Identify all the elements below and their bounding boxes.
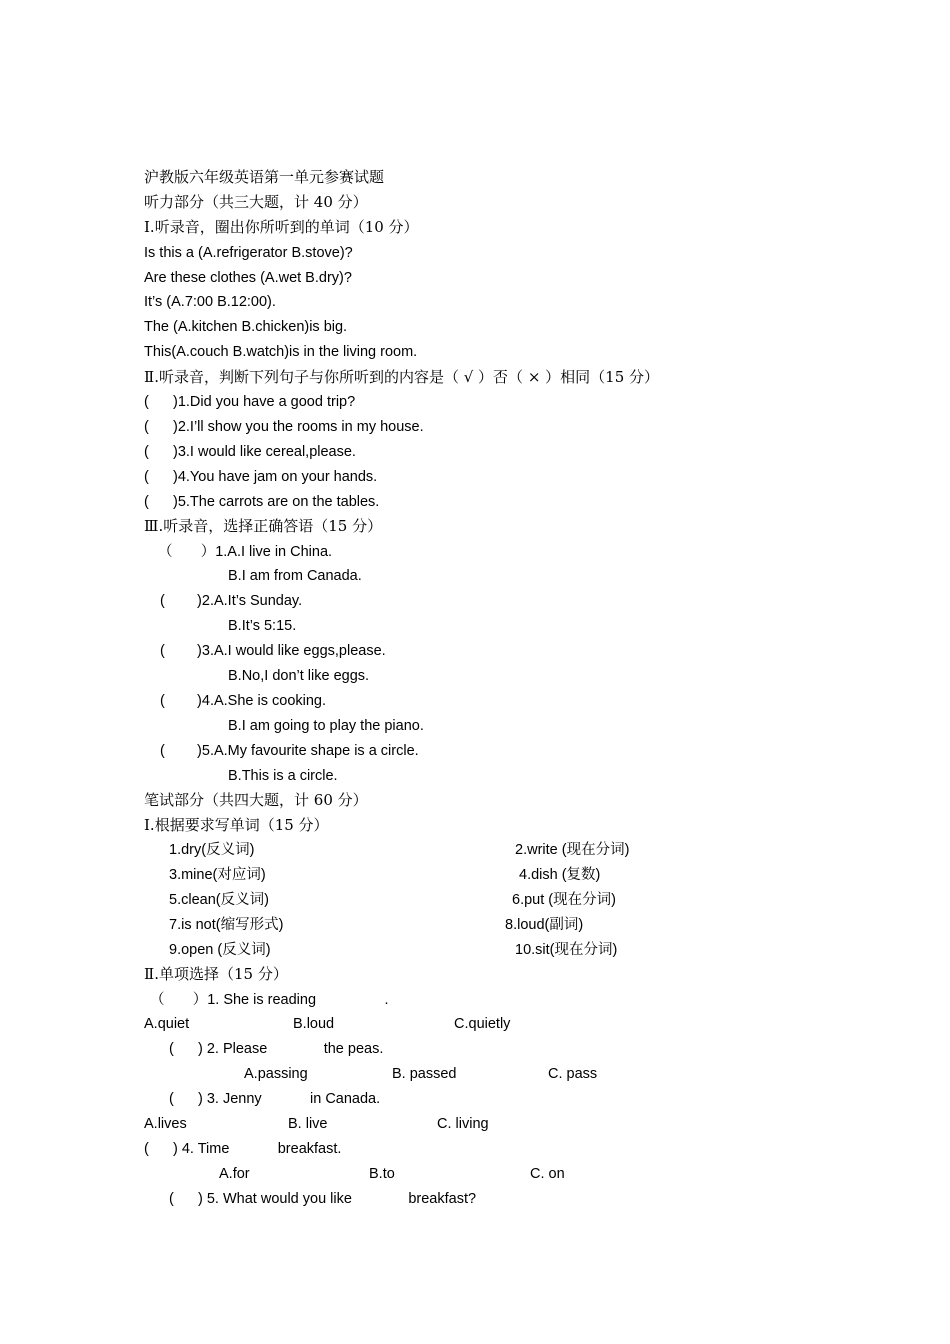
listening-part3-option-b: B.No,I don’t like eggs. (228, 668, 370, 684)
listening-part3-question: ( )4.A.She is cooking. (160, 693, 327, 709)
listening-part2-item: ( )5.The carrots are on the tables. (144, 494, 380, 510)
listening-part2-item: ( )4.You have jam on your hands. (144, 469, 378, 485)
listening-part3-question: ( )3.A.I would like eggs,please. (160, 643, 386, 659)
listening-part1-heading: Ⅰ.听录音，圈出你所听到的单词（10 分） (144, 218, 419, 236)
word-task-left: 7.is not(缩写形式) (169, 917, 284, 933)
listening-header: 听力部分（共三大题，计 40 分） (144, 193, 368, 211)
writing-part1-heading: Ⅰ.根据要求写单词（15 分） (144, 816, 329, 834)
listening-part3-heading: Ⅲ.听录音，选择正确答语（15 分） (144, 517, 383, 535)
mc-option: A.quiet (144, 1016, 190, 1032)
mc-option: C. pass (548, 1066, 598, 1082)
listening-part2-item: ( )2.I’ll show you the rooms in my house. (144, 419, 424, 435)
mc-option: B. passed (392, 1066, 457, 1082)
word-task-right: 10.sit(现在分词) (515, 942, 618, 958)
mc-question: ( ) 2. Please the peas. (169, 1041, 384, 1057)
mc-question: ( ) 4. Time breakfast. (144, 1141, 342, 1157)
word-task-left: 3.mine(对应词) (169, 867, 266, 883)
mc-question: （ ）1. She is reading . (150, 992, 389, 1008)
mc-option: A.for (219, 1166, 250, 1182)
listening-part1-item: The (A.kitchen B.chicken)is big. (144, 319, 348, 335)
listening-part3-question: （ ）1.A.I live in China. (158, 544, 333, 560)
mc-option: C. living (437, 1116, 489, 1132)
listening-part1-item: Are these clothes (A.wet B.dry)? (144, 270, 352, 286)
mc-option: A.passing (244, 1066, 308, 1082)
mc-option: C.quietly (454, 1016, 511, 1032)
word-task-left: 9.open (反义词) (169, 942, 271, 958)
listening-part3-option-b: B.This is a circle. (228, 768, 338, 784)
listening-part2-heading: Ⅱ.听录音，判断下列句子与你所听到的内容是（ √ ）否（ × ）相同（15 分） (144, 368, 660, 386)
mc-option: B. live (288, 1116, 328, 1132)
mc-option: B.to (369, 1166, 395, 1182)
listening-part3-option-b: B.I am from Canada. (228, 568, 362, 584)
listening-part1-item: Is this a (A.refrigerator B.stove)? (144, 245, 353, 261)
listening-part2-item: ( )1.Did you have a good trip? (144, 394, 356, 410)
listening-part3-question: ( )5.A.My favourite shape is a circle. (160, 743, 419, 759)
mc-option: C. on (530, 1166, 565, 1182)
listening-part3-option-b: B.It’s 5:15. (228, 618, 297, 634)
listening-part3-option-b: B.I am going to play the piano. (228, 718, 424, 734)
listening-part1-item: This(A.couch B.watch)is in the living room. (144, 344, 418, 360)
word-task-right: 8.loud(副词) (505, 917, 584, 933)
mc-question: ( ) 3. Jenny in Canada. (169, 1091, 381, 1107)
writing-header: 笔试部分（共四大题，计 60 分） (144, 791, 368, 809)
listening-part3-question: ( )2.A.It’s Sunday. (160, 593, 303, 609)
listening-part1-item: It’s (A.7:00 B.12:00). (144, 294, 276, 310)
word-task-right: 4.dish (复数) (519, 867, 601, 883)
word-task-left: 1.dry(反义词) (169, 842, 255, 858)
listening-part2-item: ( )3.I would like cereal,please. (144, 444, 356, 460)
word-task-left: 5.clean(反义词) (169, 892, 269, 908)
page-title: 沪教版六年级英语第一单元参赛试题 (144, 168, 385, 186)
word-task-right: 2.write (现在分词) (515, 842, 630, 858)
mc-option: A.lives (144, 1116, 187, 1132)
word-task-right: 6.put (现在分词) (512, 892, 616, 908)
mc-question: ( ) 5. What would you like breakfast? (169, 1191, 477, 1207)
mc-option: B.loud (293, 1016, 335, 1032)
writing-part2-heading: Ⅱ.单项选择（15 分） (144, 965, 288, 983)
